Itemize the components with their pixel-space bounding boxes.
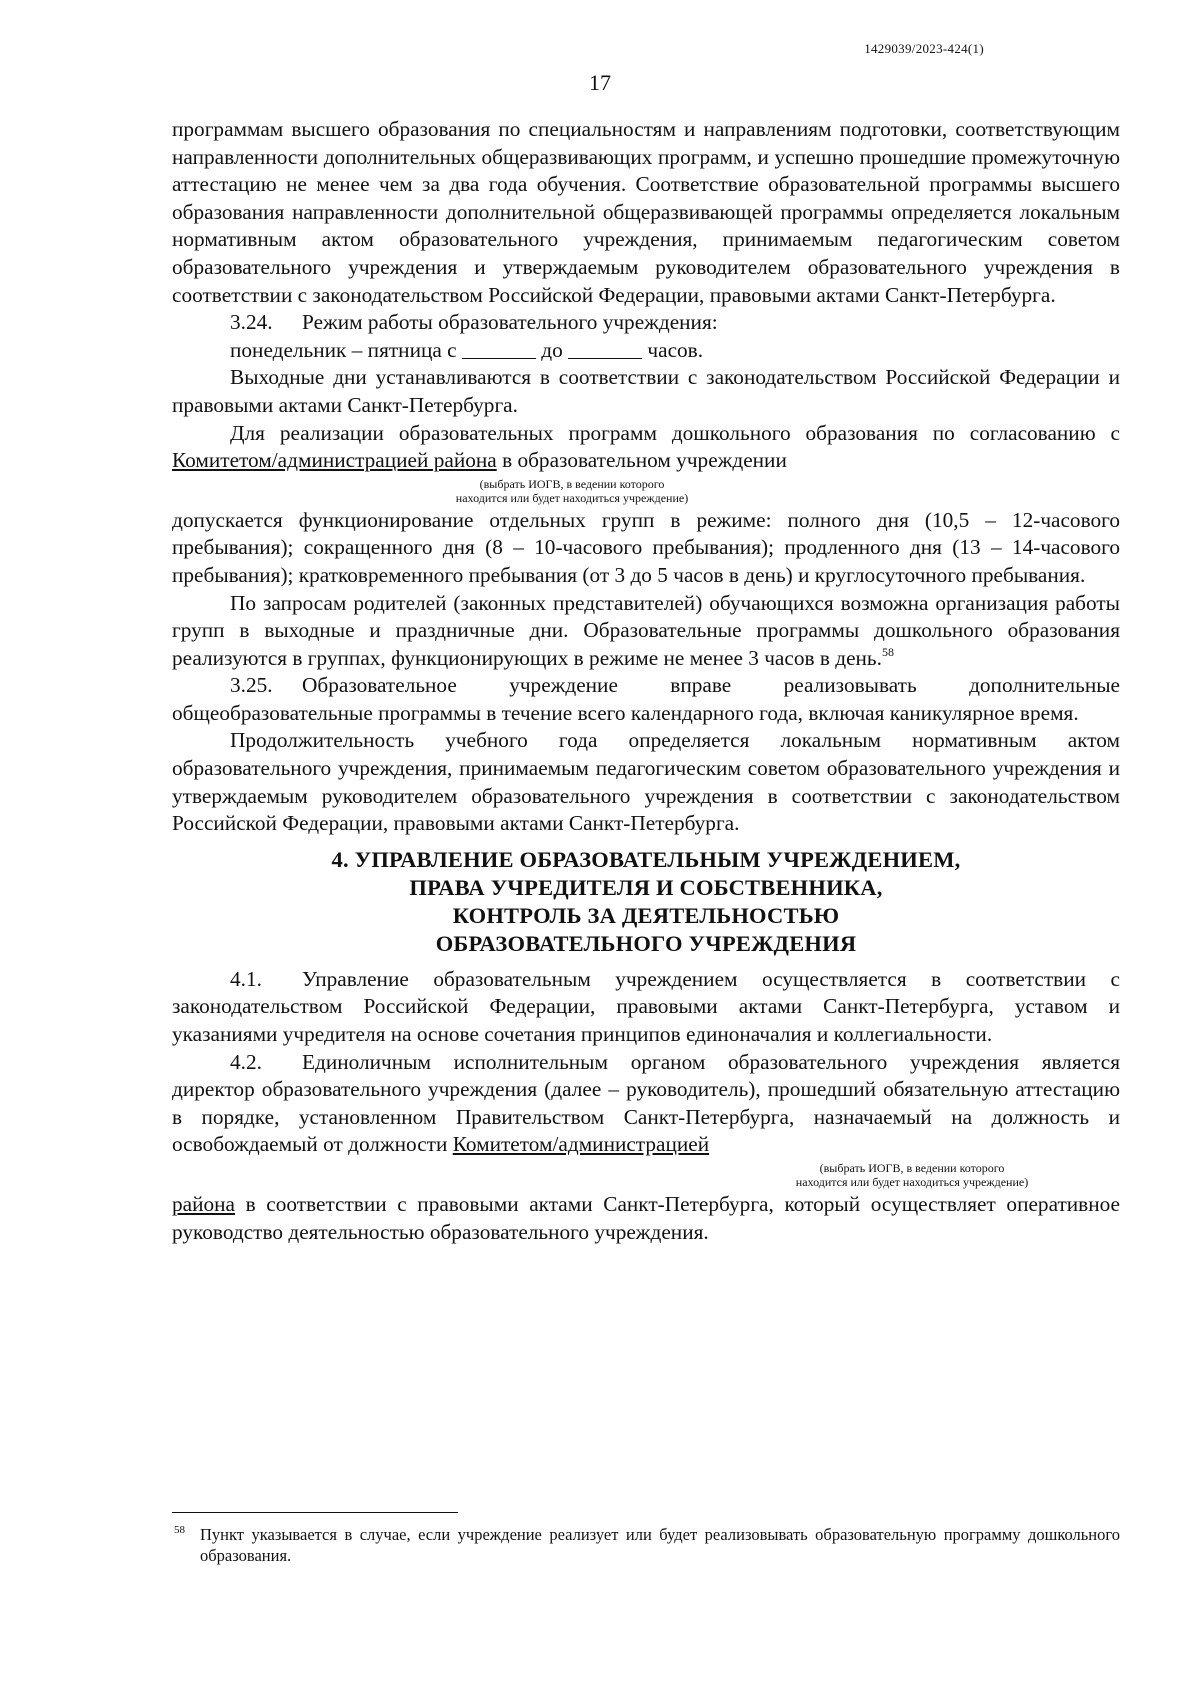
paragraph-requests <box>172 590 1120 673</box>
footnote-separator <box>172 1512 458 1513</box>
page-body <box>172 116 1120 1246</box>
section-4-heading <box>172 846 1120 958</box>
hours-from-blank[interactable] <box>462 340 536 359</box>
hours-label-to: до <box>541 337 563 362</box>
preschool-text-b: в образовательном учреждении <box>502 448 787 473</box>
paragraph-preschool <box>172 420 1120 475</box>
authority-note-line: (выбрать ИОГВ, в ведении которого <box>479 476 665 491</box>
heading-line: КОНТРОЛЬ ЗА ДЕЯТЕЛЬНОСТЬЮ <box>452 902 840 928</box>
document-id: 1429039/2023-424(1) <box>864 41 984 56</box>
heading-line: ПРАВА УЧРЕДИТЕЛЯ И СОБСТВЕННИКА, <box>409 874 883 900</box>
authority-note <box>712 1161 1112 1189</box>
hours-to-blank[interactable] <box>568 340 642 359</box>
authority-placeholder: Комитетом/администрацией <box>452 1132 710 1157</box>
paragraph-4-2 <box>172 1049 1120 1159</box>
paragraph-3-25 <box>172 672 1120 727</box>
paragraph-number: 3.24. <box>230 310 273 335</box>
footnote-mark: 58 <box>174 1524 185 1536</box>
requests-text: По запросам родителей (законных представителей) обучающихся возможна организация работы групп в выходные и праздничные дни. Образовательные программы дошкольного образования реализуются в группах, функционирующих в режиме не менее 3 часов в день. <box>172 590 1120 670</box>
paragraph-4-1 <box>172 966 1120 1049</box>
authority-note <box>342 477 802 505</box>
paragraph-text: Единоличным исполнительным органом образовательного учреждения является директор образовательного учреждения (далее – руководитель), прошедший обязательную аттестацию в порядке, установленном Правительством Санкт-Петербурга, назначаемый на должность и освобождаемый от должности <box>172 1049 1120 1157</box>
paragraph-weekends: Выходные дни устанавливаются в соответствии с законодательством Российской Федерации и правовыми актами Санкт-Петербурга. <box>172 365 1120 417</box>
paragraph-text: в соответствии с правовыми актами Санкт-Петербурга, который осуществляет оперативное руководство деятельностью образовательного учреждения. <box>172 1192 1120 1244</box>
paragraph-duration: Продолжительность учебного года определяется локальным нормативным актом образовательного учреждения, принимаемым педагогическим советом образовательного учреждения и утверждаемым руководителем образовательного учреждения в соответствии с законодательством Российской Федерации, правовыми актами Санкт-Петербурга. <box>172 728 1120 836</box>
paragraph-4-2-continued <box>172 1191 1120 1246</box>
paragraph-number: 4.2. <box>230 1049 262 1074</box>
authority-placeholder: Комитетом/администрацией района <box>172 448 497 473</box>
heading-line: ОБРАЗОВАТЕЛЬНОГО УЧРЕЖДЕНИЯ <box>435 930 857 956</box>
footnote-58 <box>172 1524 1120 1566</box>
paragraph-number: 4.1. <box>230 966 262 991</box>
paragraph-3-24 <box>172 309 1120 337</box>
paragraph-text: Образовательное учреждение вправе реализовывать дополнительные общеобразовательные программы в течение всего календарного года, включая каникулярное время. <box>172 673 1120 725</box>
hours-label-end: часов. <box>647 337 704 362</box>
authority-note-line: находится или будет находиться учреждение) <box>795 1175 1029 1189</box>
paragraph-number: 3.25. <box>230 673 273 698</box>
authority-placeholder-continued: района <box>172 1192 235 1216</box>
footnote-text: Пункт указывается в случае, если учреждение реализует или будет реализовывать образовательную программу дошкольного образования. <box>200 1525 1120 1565</box>
paragraph-groups: допускается функционирование отдельных групп в режиме: полного дня (10,5 – 12-часового пребывания); сокращенного дня (8 – 10-часового пребывания); продленного дня (13 – 14-часового пребывания); кратковременного пребывания (от 3 до 5 часов в день) и круглосуточного пребывания. <box>172 507 1120 587</box>
hours-label-from: понедельник – пятница с <box>230 337 457 362</box>
paragraph-text: Режим работы образовательного учреждения: <box>302 310 718 335</box>
working-hours-line <box>172 337 1120 365</box>
authority-note-line: находится или будет находиться учреждение) <box>455 490 689 505</box>
preschool-text-a: Для реализации образовательных программ дошкольного образования по согласованию с <box>230 420 1120 445</box>
paragraph-text: Управление образовательным учреждением осуществляется в соответствии с законодательством Российской Федерации, правовыми актами Санкт-Петербурга, уставом и указаниями учредителя на основе сочетания принципов единоначалия и коллегиальности. <box>172 966 1120 1047</box>
paragraph-intro: программам высшего образования по специальностям и направлениям подготовки, соответствующим направленности дополнительных общеразвивающих программ, и успешно прошедшие промежуточную аттестацию не менее чем за два года обучения. Соответствие образовательной программы высшего образования направленности дополнительной общеразвивающей программы определяется локальным нормативным актом образовательного учреждения, принимаемым педагогическим советом образовательного учреждения и утверждаемым руководителем образовательного учреждения в соответствии с законодательством Российской Федерации, правовыми актами Санкт-Петербурга. <box>172 117 1120 307</box>
heading-line: 4. УПРАВЛЕНИЕ ОБРАЗОВАТЕЛЬНЫМ УЧРЕЖДЕНИЕМ, <box>331 846 961 872</box>
footnote-reference[interactable]: 58 <box>881 644 894 659</box>
page-number: 17 <box>589 70 611 95</box>
authority-note-line: (выбрать ИОГВ, в ведении которого <box>819 1161 1005 1175</box>
